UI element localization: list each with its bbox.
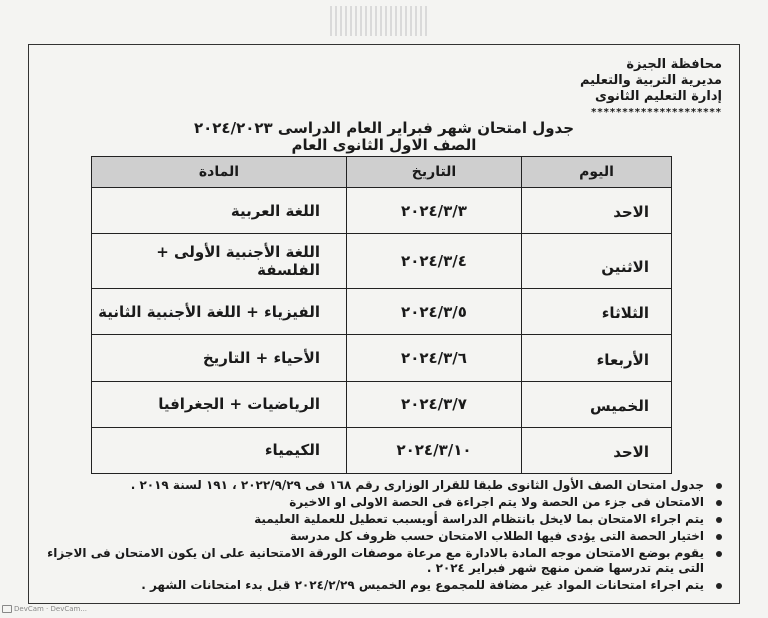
table-row	[92, 381, 672, 427]
table-row	[92, 188, 672, 234]
exam-schedule-table	[91, 156, 672, 474]
row-subject: اللغة الأجنبية الأولى + الفلسفة	[92, 234, 347, 289]
document-title: جدول امتحان شهر فبراير العام الدراسى ٢٠٢٤/٢٠٢٣	[193, 119, 575, 137]
row-date: ٢٠٢٤/٣/٣	[347, 188, 522, 234]
stars-divider: *********************	[591, 107, 722, 118]
row-date: ٢٠٢٤/٣/٦	[347, 335, 522, 381]
row-subject: الكيمياء	[92, 427, 347, 473]
notes-list	[40, 478, 726, 595]
administration-name: إدارة التعليم الثانوى	[594, 89, 722, 104]
note-item: يتم اجراء الامتحان بما لايخل بانتظام الدراسة أويسبب تعطيل للعملية العليمية	[40, 512, 726, 527]
scan-smudge	[330, 6, 430, 36]
row-day: الثلاثاء	[522, 289, 672, 335]
header-date: التاريخ	[347, 157, 522, 188]
row-day: الاحد	[522, 427, 672, 473]
row-day: الاحد	[522, 188, 672, 234]
row-day: الأربعاء	[522, 335, 672, 381]
row-date: ٢٠٢٤/٣/١٠	[347, 427, 522, 473]
row-subject: اللغة العربية	[92, 188, 347, 234]
row-day: الخميس	[522, 381, 672, 427]
note-item: جدول امتحان الصف الأول الثانوى طبقا للقرار الوزارى رقم ١٦٨ فى ٢٠٢٢/٩/٢٩ ، ١٩١ لسنة ٢٠١٩ .	[40, 478, 726, 493]
header-subject: المادة	[92, 157, 347, 188]
row-subject: الفيزياء + اللغة الأجنبية الثانية	[92, 289, 347, 335]
directorate-name: مديرية التربية والتعليم	[579, 73, 722, 88]
note-item: يتم اجراء امتحانات المواد غير مضافة للمجموع يوم الخميس ٢٠٢٤/٢/٢٩ قبل بدء امتحانات الشهر .	[40, 578, 726, 593]
table-row	[92, 427, 672, 473]
camera-icon	[2, 605, 12, 613]
header-day: اليوم	[522, 157, 672, 188]
camera-watermark	[2, 605, 87, 613]
row-subject: الأحياء + التاريخ	[92, 335, 347, 381]
row-date: ٢٠٢٤/٣/٧	[347, 381, 522, 427]
note-item: اختيار الحصة التى يؤدى فيها الطلاب الامتحان حسب ظروف كل مدرسة	[40, 529, 726, 544]
row-date: ٢٠٢٤/٣/٥	[347, 289, 522, 335]
camera-label: DevCam · DevCam...	[14, 605, 88, 613]
note-item: الامتحان فى جزء من الحصة ولا يتم اجراءة فى الحصة الاولى او الاخيرة	[40, 495, 726, 510]
row-subject: الرياضيات + الجغرافيا	[92, 381, 347, 427]
issuing-office	[580, 57, 722, 121]
table-row	[92, 234, 672, 289]
note-item: يقوم بوضع الامتحان موجه المادة بالادارة مع مرعاة موصفات الورقة الامتحانية على ان يكون الامتحان فى الاجزاء التى يتم تدرسها ضمن منهج شهر فبراير ٢٠٢٤ .	[40, 546, 726, 576]
row-day: الاثنين	[522, 234, 672, 289]
table-row	[92, 289, 672, 335]
row-date: ٢٠٢٤/٣/٤	[347, 234, 522, 289]
document-subtitle: الصف الاول الثانوى العام	[291, 136, 477, 154]
governorate-name: محافظة الجيزة	[626, 57, 722, 72]
table-row	[92, 335, 672, 381]
table-header-row	[92, 157, 672, 188]
